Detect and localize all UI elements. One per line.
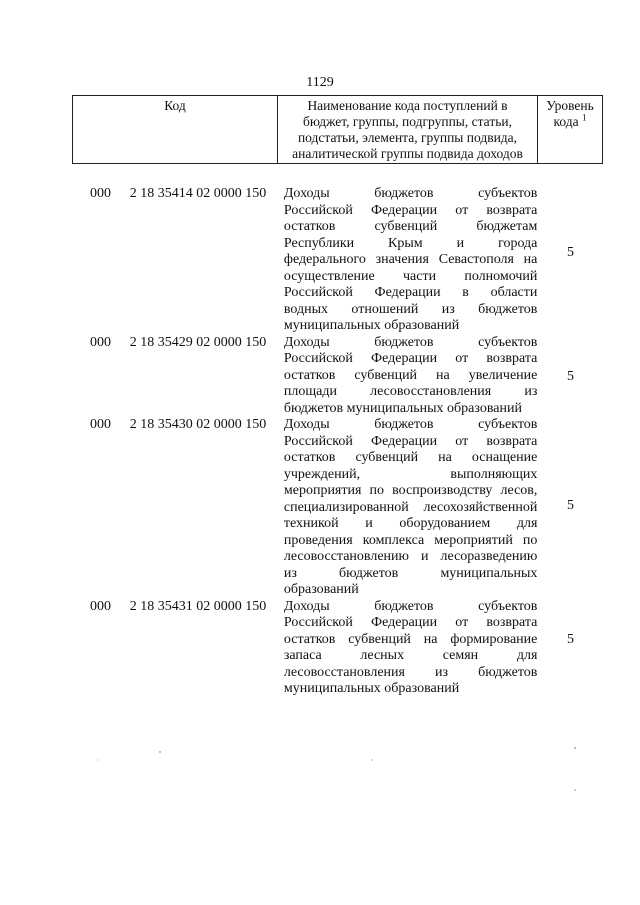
name-line: лесовосстановления из бюджетов <box>283 664 538 680</box>
code-level-cell <box>537 599 602 698</box>
admin-code: 000 <box>90 186 111 201</box>
name-line: Доходы бюджетов субъектов <box>283 334 538 350</box>
name-line: федерального значения Севастополя на <box>283 252 538 267</box>
income-code-name <box>282 417 538 599</box>
name-line: площади лесовосстановления из <box>283 384 538 399</box>
name-line: Российской Федерации от возврата <box>283 202 538 218</box>
admin-code: 000 <box>90 334 111 350</box>
code-level-cell <box>537 186 602 335</box>
name-line: осуществление части полномочий <box>283 268 538 284</box>
header-table <box>72 95 603 164</box>
name-line: бюджетов муниципальных образований <box>283 400 522 416</box>
name-line: Российской Федерации в области <box>283 285 538 300</box>
admin-code: 000 <box>90 417 111 432</box>
header-level <box>538 96 603 164</box>
name-line: мероприятия по воспроизводству лесов, <box>283 483 538 498</box>
header-name-line: аналитической группы подвида доходов <box>292 146 523 161</box>
income-code-name <box>282 186 538 335</box>
income-code-row <box>72 599 602 698</box>
name-line: Доходы бюджетов субъектов <box>283 598 538 614</box>
name-line: муниципальных образований <box>283 681 460 696</box>
name-line: учреждений, выполняющих <box>283 466 538 482</box>
name-line: Российской Федерации от возврата <box>283 615 538 630</box>
income-code-row <box>72 417 602 599</box>
name-line: специализированной лесохозяйственной <box>283 499 538 515</box>
header-level-line2 <box>541 114 599 130</box>
code-level: 5 <box>567 497 575 513</box>
name-line: Республики Крым и города <box>283 235 538 251</box>
header-name-line: Наименование кода поступлений в <box>307 98 508 113</box>
income-code: 2 18 35431 02 0000 150 <box>129 598 267 614</box>
name-line: образований <box>283 582 359 597</box>
name-line: остатков субвенций бюджетам <box>283 219 538 234</box>
header-name-line: подстатьи, элемента, группы подвида, <box>297 130 518 145</box>
income-code: 2 18 35429 02 0000 150 <box>129 334 267 350</box>
income-code-name <box>282 599 538 698</box>
header-level-label: кода <box>553 114 579 129</box>
code-level: 5 <box>567 245 575 261</box>
page-number: 1129 <box>306 75 334 90</box>
header-name-line: бюджет, группы, подгруппы, статьи, <box>303 114 512 129</box>
name-line: Российской Федерации от возврата <box>283 351 538 366</box>
name-line: лесовосстановлению и лесоразведению <box>283 549 538 564</box>
income-code: 2 18 35430 02 0000 150 <box>129 417 267 432</box>
name-line: водных отношений из бюджетов <box>283 301 538 317</box>
name-line: остатков субвенций на увеличение <box>283 367 538 383</box>
income-code-name <box>282 335 538 418</box>
name-line: Доходы бюджетов субъектов <box>283 186 538 201</box>
code-level-cell <box>537 335 602 418</box>
name-line: техникой и оборудованием для <box>283 516 538 531</box>
header-code-label: Код <box>164 98 186 113</box>
name-line: запаса лесных семян для <box>283 648 538 663</box>
code-level-cell <box>537 417 602 599</box>
name-line: Доходы бюджетов субъектов <box>283 417 538 432</box>
footnote-marker: 1 <box>581 112 587 123</box>
income-code-row <box>72 186 602 335</box>
income-code-row <box>72 335 602 418</box>
name-line: остатков субвенций на оснащение <box>283 450 538 465</box>
name-line: остатков субвенций на формирование <box>283 631 538 647</box>
income-code-list <box>72 186 602 698</box>
name-line: муниципальных образований <box>283 318 460 333</box>
name-line: проведения комплекса мероприятий по <box>283 532 538 548</box>
header-level-line1: Уровень <box>546 98 594 113</box>
name-line: Российской Федерации от возврата <box>283 433 538 449</box>
code-level: 5 <box>567 631 575 647</box>
header-name <box>278 96 538 164</box>
name-line: из бюджетов муниципальных <box>283 565 538 581</box>
code-level: 5 <box>567 369 575 385</box>
header-code <box>73 96 278 164</box>
income-code: 2 18 35414 02 0000 150 <box>129 186 267 201</box>
admin-code: 000 <box>90 598 111 614</box>
